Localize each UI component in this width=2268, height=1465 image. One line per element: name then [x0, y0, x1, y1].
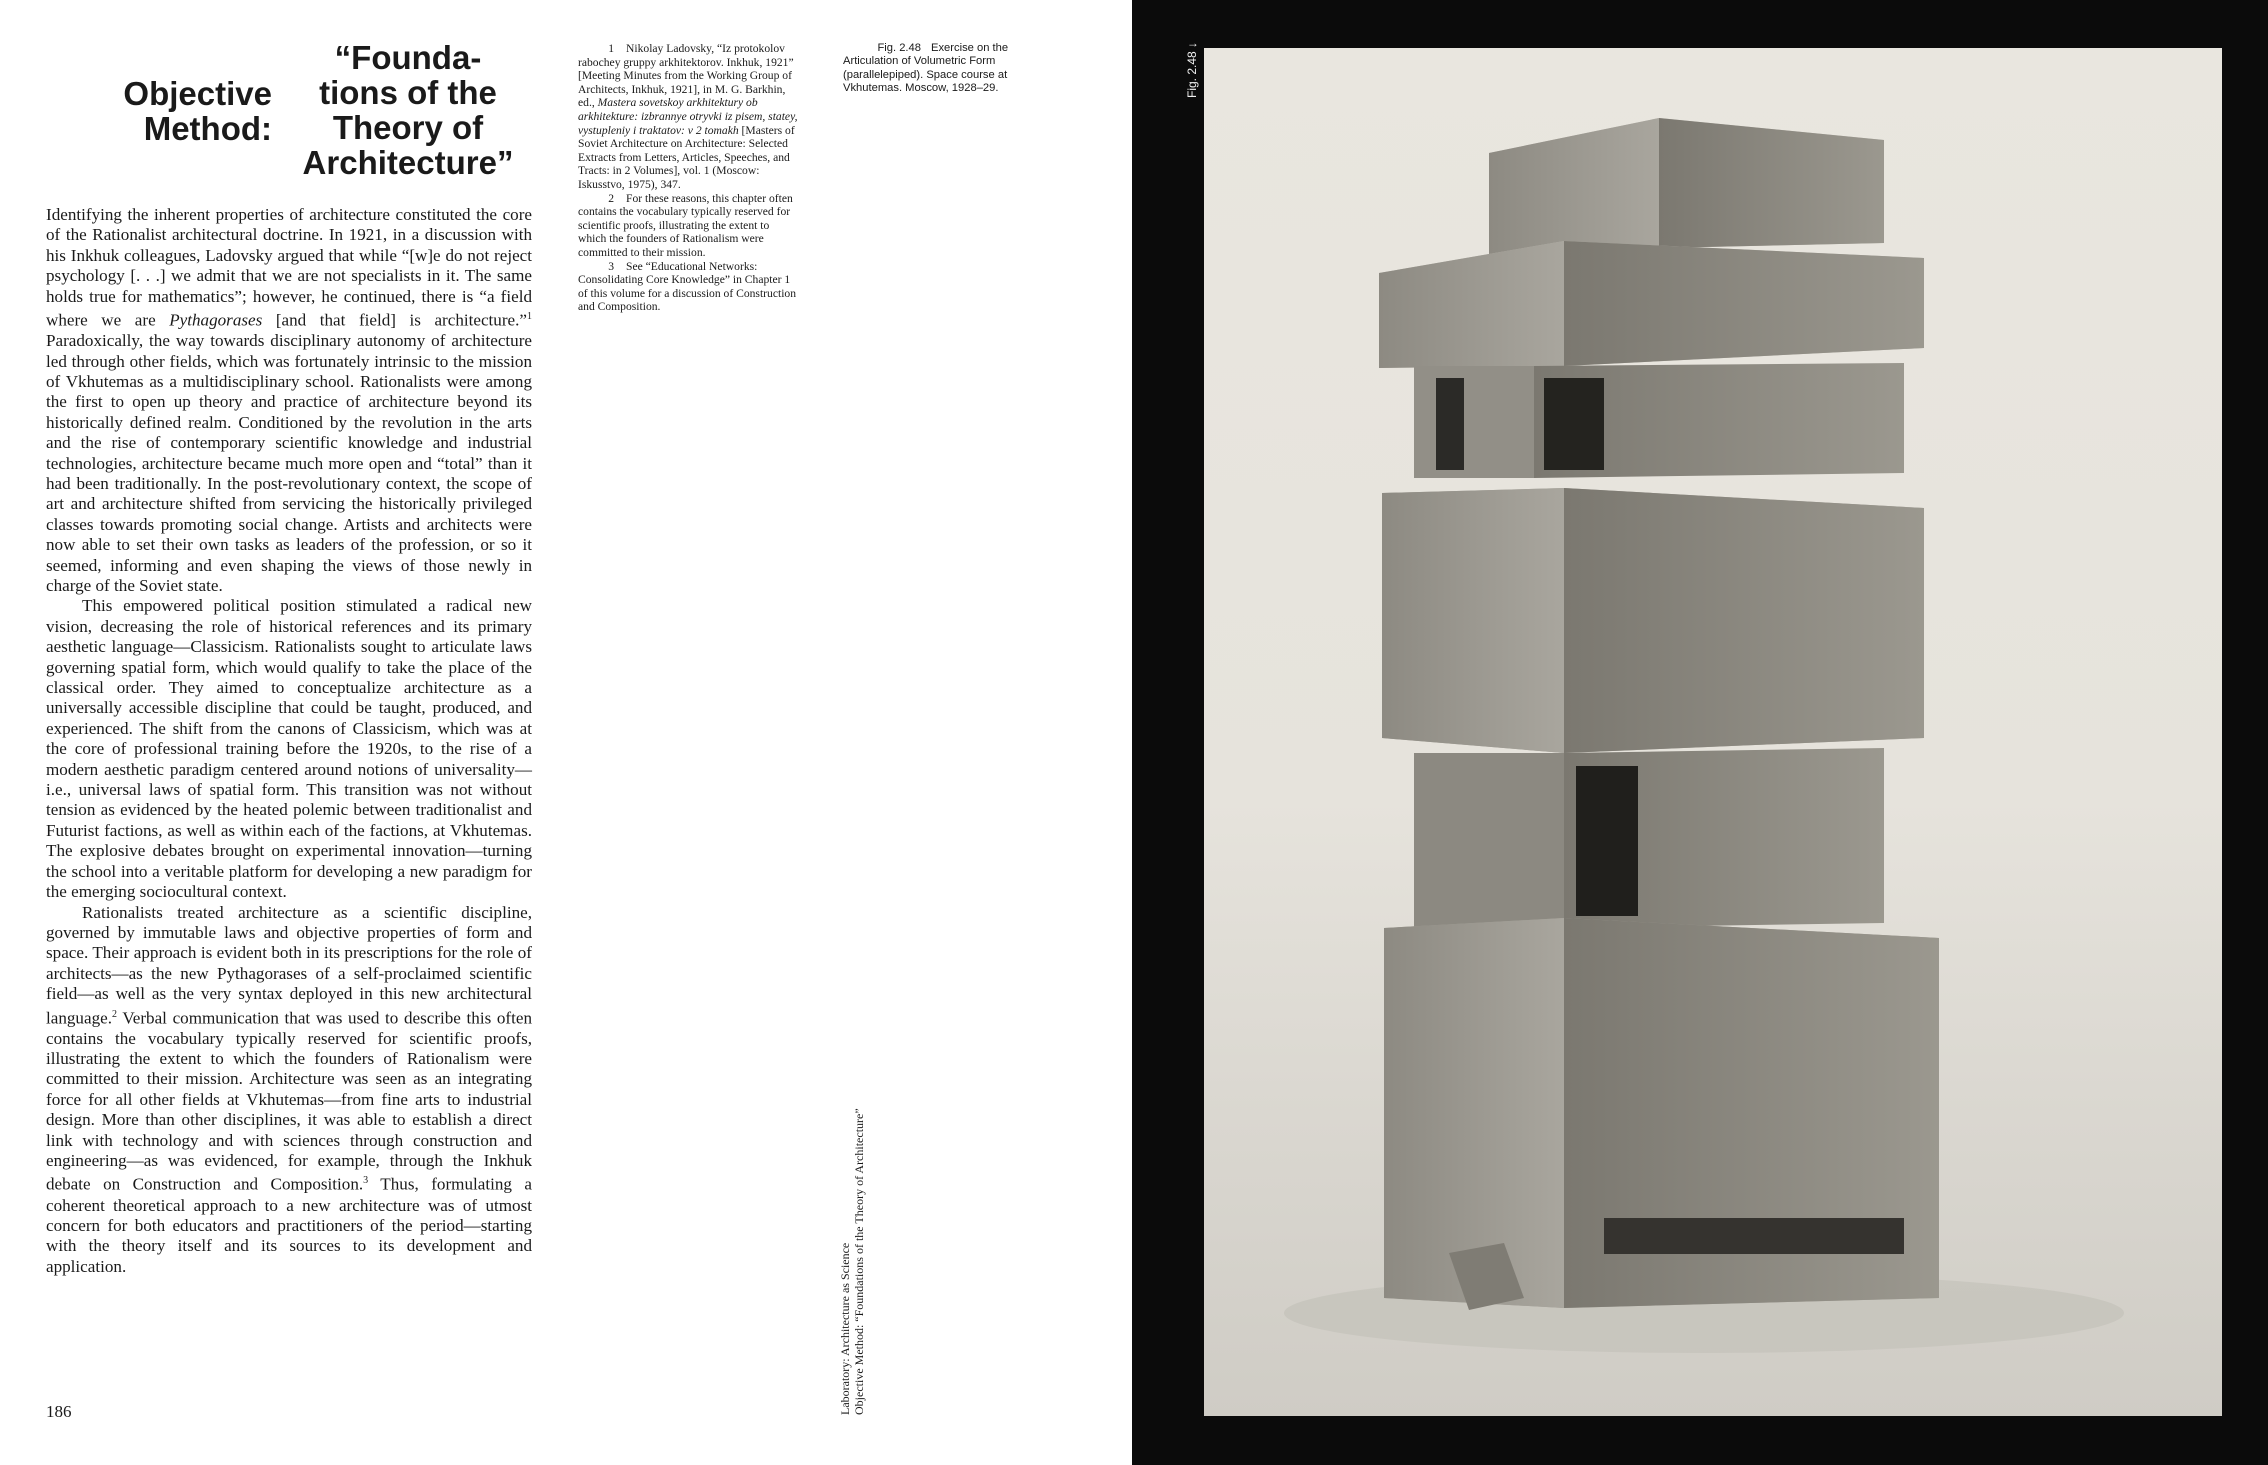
footnotes	[578, 42, 798, 314]
caption-label: Fig. 2.48	[877, 42, 921, 54]
text-run: Rationalists treated architecture as a scientific discipline, governed by immutable laws and objective properties of form and space. Their approach is evident both in its prescriptions for the role of architects—as the new Pythagorases of a self-proclaimed scientific field—as well as the very syntax deployed in this new architectural language.	[46, 902, 532, 1028]
body-paragraph	[46, 205, 532, 596]
footnote-number: 1	[608, 42, 614, 55]
running-header	[838, 1108, 866, 1415]
body-paragraph: This empowered political position stimulated a radical new vision, decreasing the role of historical references and its primary aesthetic language—Classicism. Rationalists sought to articulate laws governing spatial form, which would qualify to take the place of the classical order. They aimed to conceptualize architecture as a universally accessible discipline that could be taught, produced, and experienced. The shift from the canons of Classicism, which was at the core of professional training before the 1920s, to the rise of a modern aesthetic paradigm centered around notions of universality—i.e., universal laws of spatial form. This transition was not without tension as evidenced by the heated polemic between traditionalist and Futurist factions, as well as within each of the factions, at Vkhutemas. The explosive debates brought on experimental innovation—turning the school into a veritable platform for developing a new paradigm for the emerging sociocultural context.	[46, 596, 532, 902]
text-run: See “Educational Networks: Consolidating Core Knowledge” in Chapter 1 of this volume for a discussion of Construction and Composition.	[578, 259, 797, 314]
footnote	[578, 192, 798, 260]
heading-line: Theory of	[332, 109, 484, 146]
footnote-number: 3	[608, 259, 614, 273]
main-body-text	[46, 205, 532, 1277]
heading-line: Method:	[143, 110, 272, 147]
figure-caption	[843, 42, 1043, 96]
heading-line: Architecture”	[302, 144, 514, 181]
text-run: Verbal communication that was used to describe this often contains the vocabulary typically reserved for scientific proofs, illustrating the extent to which the founders of Rationalism were committed to their mission. Architecture was seen as an integrating force for all other fields at Vkhutemas—from fine arts to industrial design. More than other disciplines, it was able to establish a direct link with technology and with sciences through construction and engineering—as was evidenced, for example, through the Inkhuk debate on Construction and Composition.	[46, 1008, 532, 1195]
text-run: Thus, formulating a coherent theoretical approach to a new architecture was of utmost concern for both educators and practitioners of the period—starting with the theory itself and its sources to its development and application.	[46, 1175, 532, 1276]
figure-marker: Fig. 2.48 ↓	[1185, 41, 1199, 98]
footnote-ref: 3	[363, 1175, 369, 1187]
footnote-number: 2	[608, 191, 614, 205]
page-number: 186	[46, 1402, 72, 1421]
clay-block-tower-illustration	[1204, 48, 2222, 1416]
text-run: [and that field] is architecture.”	[262, 310, 527, 330]
heading-line: tions of the	[319, 74, 497, 111]
running-header-line: Objective Method: “Foundations of the Theory of Architecture”	[852, 1108, 866, 1415]
heading-left-part	[60, 76, 272, 146]
footnote-ref: 1	[526, 311, 532, 323]
running-header-line: Laboratory: Architecture as Science	[838, 1242, 852, 1415]
text-run-italic: Mastera sovetskoy arkhitektury ob arkhitekture: izbrannye otryvki iz pisem, statey, vystupleniy i traktatov: v 2 tomakh	[578, 96, 798, 137]
caption-text: Exercise on the Articulation of Volumetric Form (parallelepiped). Space course at Vkhutemas. Moscow, 1928–29.	[843, 42, 1009, 95]
body-paragraph	[46, 903, 532, 1278]
left-page	[0, 0, 1132, 1465]
text-run: For these reasons, this chapter often contains the vocabulary typically reserved for scientific proofs, illustrating the extent to which the founders of Rationalism were committed to their mission.	[578, 191, 793, 259]
footnote	[578, 260, 798, 314]
text-run: Paradoxically, the way towards disciplinary autonomy of architecture led through other fields, which was fortunately intrinsic to the mission of Vkhutemas as a multidisciplinary school. Rationalists were among the first to open up theory and practice of architecture beyond its historically defined realm. Conditioned by the revolution in the arts and the rise of contemporary scientific knowledge and industrial technologies, architecture became much more open and “total” than it had been traditionally. In the post-revolutionary context, the scope of art and architecture shifted from servicing the historically privileged classes towards promoting social change. Artists and architects were now able to set their own tasks as leaders of the profession, or so it seemed, informing and even shaping the views of those newly in charge of the Soviet state.	[46, 331, 532, 595]
heading-line: Objective	[123, 75, 272, 112]
text-run-italic: Pythagorases	[169, 310, 263, 330]
footnote-ref: 2	[111, 1008, 117, 1020]
text-run: Identifying the inherent properties of architecture constituted the core of the Rationalist architectural doctrine. In 1921, in a discussion with his Inkhuk colleagues, Ladovsky argued that while “[w]e do not reject psychology [. . .] we admit that we are not specialists in it. The same holds true for mathematics”; however, he continued, there is “a field where we are	[46, 205, 532, 330]
heading-right-part	[292, 40, 524, 180]
figure-photograph	[1204, 48, 2222, 1416]
heading-line: “Founda-	[334, 39, 482, 76]
chapter-heading	[60, 40, 530, 180]
text-run: Nikolay Ladovsky, “Iz protokolov rabochey gruppy arkhitektorov. Inkhuk, 1921” [Meeting Minutes from the Working Group of Architects, Inkhuk, 1921], in M. G. Barkhin, ed.,	[578, 42, 794, 110]
footnote	[578, 42, 798, 192]
text-run: [Masters of Soviet Architecture on Architecture: Selected Extracts from Letters, Articles, Speeches, and Tracts: in 2 Volumes], vol. 1 (Moscow: Iskusstvo, 1975), 347.	[578, 123, 795, 191]
